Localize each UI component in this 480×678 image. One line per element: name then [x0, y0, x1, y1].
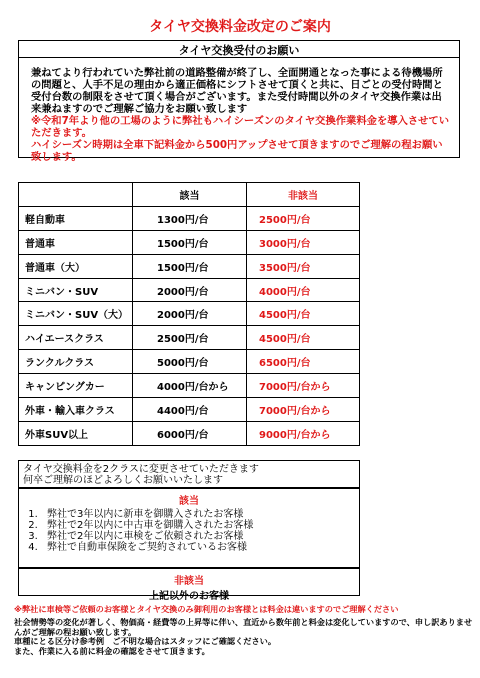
vehicle-type: ミニバン・SUV（大）	[19, 302, 133, 326]
price-not-applicable: 4500円/台	[247, 326, 360, 350]
table-header-row	[19, 183, 360, 207]
vehicle-type: 外車SUV以上	[19, 421, 133, 445]
list-item: 2. 弊社で2年以内に中古車を御購入されたお客様	[41, 520, 359, 531]
table-row	[19, 398, 360, 422]
vehicle-type: 普通車	[19, 230, 133, 254]
footer-line-2: 車種にとる区分け参考例 ご不明な場合はスタッフにご確認ください。	[14, 636, 277, 647]
footer-notes	[14, 618, 474, 656]
notice-body: 兼ねてより行われていた弊社前の道路整備が終了し、全面開通となった事による待機場所の問題と、人手不足の理由から適正価格にシフトさせて頂くと共に、日ごとの受付時間と受付台数の制限をさせて頂く場合がございます。また受付時間以外のタイヤ交換作業は出来兼ねますのでご理解ご協力をお願い致します	[31, 67, 443, 115]
page-title: タイヤ交換料金改定のご案内	[149, 19, 331, 35]
notice-red-note-2: ハイシーズン時期は全車下記料金から500円アップさせて頂きますのでご理解の程お願い致します。	[31, 139, 443, 163]
price-applicable: 2500円/台	[133, 326, 247, 350]
price-applicable: 1500円/台	[133, 254, 247, 278]
list-item: 3. 弊社で2年以内に車検をご依頼されたお客様	[41, 531, 359, 542]
vehicle-type: 軽自動車	[19, 206, 133, 230]
table-row	[19, 206, 360, 230]
price-not-applicable: 3000円/台	[247, 230, 360, 254]
table-row	[19, 326, 360, 350]
price-applicable: 6000円/台	[133, 421, 247, 445]
price-applicable: 1500円/台	[133, 230, 247, 254]
conditions-list	[19, 509, 359, 553]
vehicle-type: キャンピングカー	[19, 374, 133, 398]
header-blank	[19, 183, 133, 207]
price-not-applicable: 6500円/台	[247, 350, 360, 374]
table-row	[19, 302, 360, 326]
not-applicable-text: 上記以外のお客様	[149, 591, 229, 602]
table-row	[19, 374, 360, 398]
vehicle-type: ハイエースクラス	[19, 326, 133, 350]
applicable-heading: 該当	[179, 496, 199, 507]
price-applicable: 2000円/台	[133, 278, 247, 302]
list-item: 4. 弊社で自動車保険をご契約されているお客様	[41, 542, 359, 553]
class-intro	[18, 460, 360, 488]
class-intro-line-2: 何卒ご理解のほどよろしくお願いいたします	[23, 475, 223, 486]
price-not-applicable: 3500円/台	[247, 254, 360, 278]
price-applicable: 4000円/台から	[133, 374, 247, 398]
not-applicable-section	[18, 568, 360, 602]
vehicle-type: 外車・輸入車クラス	[19, 398, 133, 422]
footer-line-3: また、作業に入る前に料金の確認をさせて頂きます。	[14, 645, 210, 656]
price-not-applicable: 7000円/台から	[247, 374, 360, 398]
price-applicable: 1300円/台	[133, 206, 247, 230]
table-row	[19, 350, 360, 374]
price-not-applicable: 4000円/台	[247, 278, 360, 302]
not-applicable-heading: 非該当	[174, 576, 204, 587]
table-row	[19, 421, 360, 445]
price-applicable: 4400円/台	[133, 398, 247, 422]
class-info-box	[18, 460, 360, 602]
price-table	[18, 182, 360, 446]
vehicle-type: ミニバン・SUV	[19, 278, 133, 302]
price-applicable: 5000円/台	[133, 350, 247, 374]
notice-box	[18, 40, 460, 163]
vehicle-type: 普通車（大）	[19, 254, 133, 278]
footer-red-note: ※弊社に車検等ご依頼のお客様とタイヤ交換のみ御利用のお客様とは料金は違いますのでご理解ください	[14, 604, 399, 614]
price-not-applicable: 4500円/台	[247, 302, 360, 326]
table-row	[19, 230, 360, 254]
price-applicable: 2000円/台	[133, 302, 247, 326]
class-intro-line-1: タイヤ交換料金を2クラスに変更させていただきます	[23, 464, 259, 475]
price-not-applicable: 2500円/台	[247, 206, 360, 230]
notice-subtitle: タイヤ交換受付のお願い	[19, 41, 459, 58]
list-item: 1. 弊社で3年以内に新車を御購入されたお客様	[41, 509, 359, 520]
header-applicable: 該当	[133, 183, 247, 207]
applicable-section	[18, 488, 360, 568]
notice-red-note: ※令和7年より他の工場のように弊社もハイシーズンのタイヤ交換作業料金を導入させていただきます。	[31, 115, 450, 139]
header-not-applicable: 非該当	[247, 183, 360, 207]
table-row	[19, 278, 360, 302]
footer-line-1: 社会情勢等の変化が著しく、物価高・経費等の上昇等に伴い、直近から数年前と料金は変化していますので、申し訳ありませんがご理解の程お願い致します。	[14, 617, 473, 637]
vehicle-type: ランクルクラス	[19, 350, 133, 374]
price-not-applicable: 7000円/台から	[247, 398, 360, 422]
table-row	[19, 254, 360, 278]
price-not-applicable: 9000円/台から	[247, 421, 360, 445]
